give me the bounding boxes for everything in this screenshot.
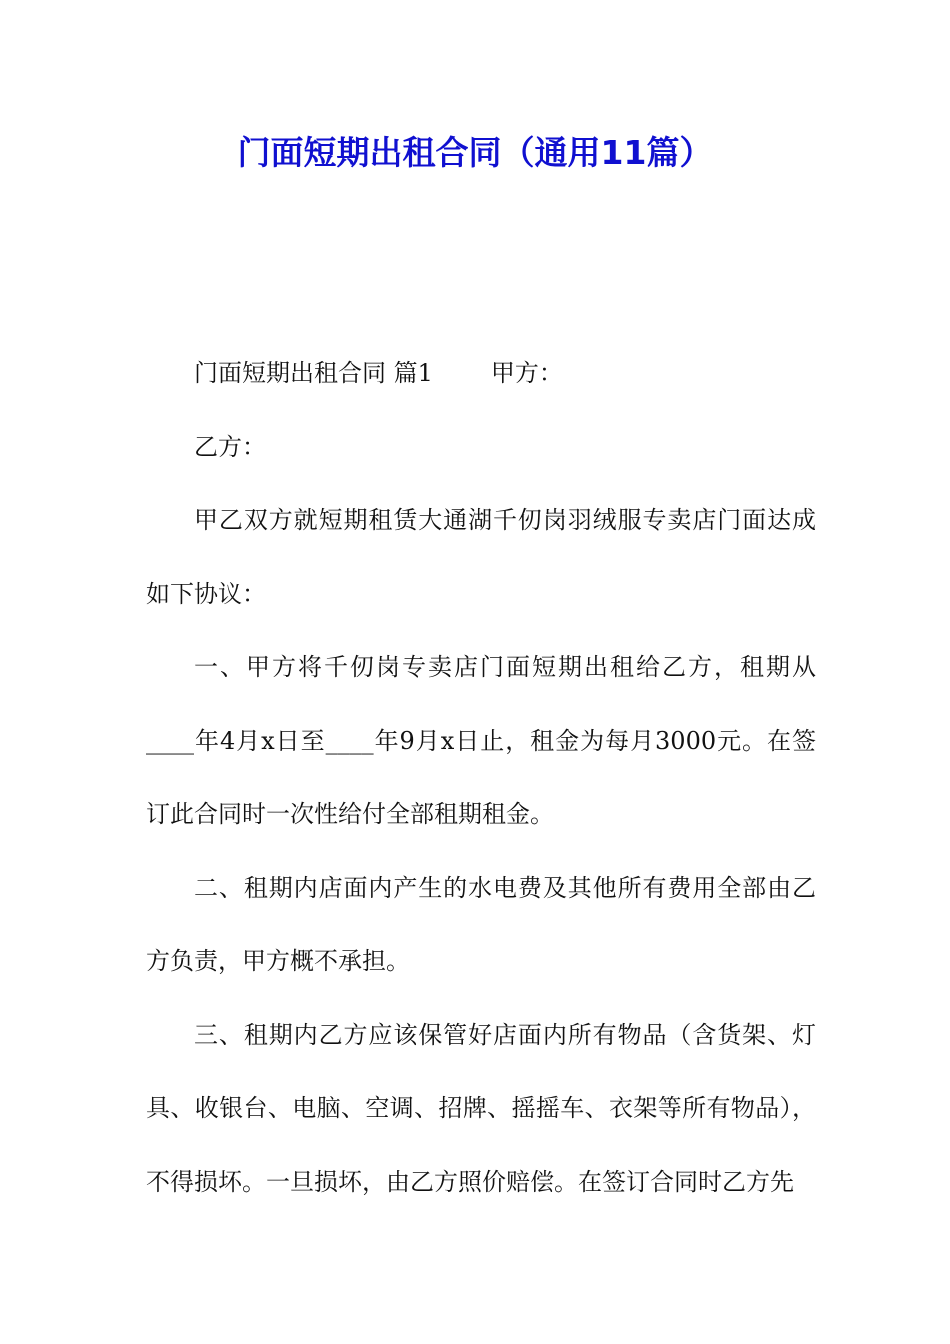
intro-paragraph: 甲乙双方就短期租赁大通湖千仞岗羽绒服专卖店门面达成如下协议：	[146, 506, 816, 608]
document-title: 门面短期出租合同（通用11篇）	[237, 133, 713, 172]
section-heading-line	[146, 337, 816, 411]
clause-3-paragraph: 三、租期内乙方应该保管好店面内所有物品（含货架、灯具、收银台、电脑、空调、招牌、摇摇车、衣架等所有物品），不得损坏。一旦损坏，由乙方照价赔偿。在签订合同时乙方先	[146, 1020, 816, 1196]
party-a-label: 甲方：	[490, 359, 563, 387]
document-body	[146, 337, 816, 1219]
clause-2-paragraph: 二、租期内店面内产生的水电费及其他所有费用全部由乙方负责，甲方概不承担。	[146, 873, 816, 975]
party-b-paragraph: 乙方：	[194, 432, 266, 461]
section-label: 门面短期出租合同 篇1	[194, 359, 433, 387]
clause-1-paragraph: 一、甲方将千仞岗专卖店门面短期出租给乙方，租期从____年4月x日至____年9月x日止，租金为每月3000元。在签订此合同时一次性给付全部租期租金。	[146, 653, 816, 828]
